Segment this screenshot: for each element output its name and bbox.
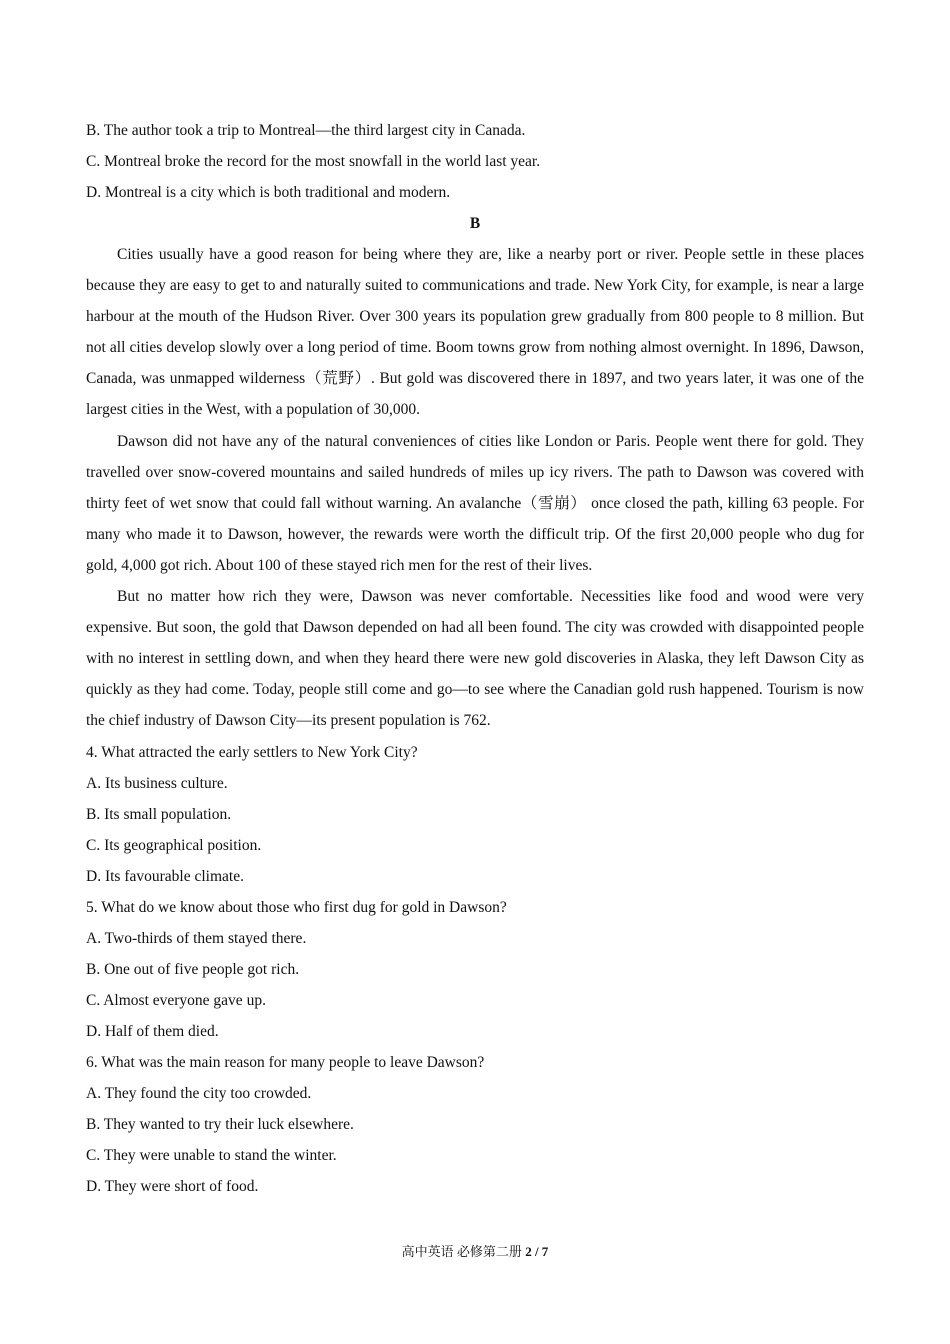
answer-option: B. Its small population. <box>86 805 232 823</box>
question-stem: 5. What do we know about those who first dug for gold in Dawson? <box>86 898 507 916</box>
answer-option: A. Two-thirds of them stayed there. <box>86 929 307 947</box>
footer-subject: 高中英语 必修第二册 <box>401 1244 526 1259</box>
answer-option: B. They wanted to try their luck elsewhere. <box>86 1115 354 1133</box>
passage-paragraph: Cities usually have a good reason for being where they are, like a nearby port or river. People settle in these places because they are easy to get to and naturally suited to communications and trade. New York City, for example, is near a large harbour at the mouth of the Hudson River. Over 300 years its population grew gradually from 800 people to 8 million. But not all cities develop slowly over a long period of time. Boom towns grow from nothing almost overnight. In 1896, Dawson, Canada, was unmapped wilderness（荒野）. But gold was discovered there in 1897, and two years later, it was one of the largest cities in the West, with a population of 30,000. <box>86 246 864 419</box>
answer-option: D. Half of them died. <box>86 1022 219 1040</box>
page-number: 2 / 7 <box>525 1244 549 1259</box>
previous-question-option: C. Montreal broke the record for the most snowfall in the world last year. <box>86 153 541 170</box>
passage-paragraph: Dawson did not have any of the natural conveniences of cities like London or Paris. People went there for gold. They travelled over snow-covered mountains and sailed hundreds of miles up icy rivers. The path to Dawson was covered with thirty feet of wet snow that could fall without warning. An avalanche（雪崩） once closed the path, killing 63 people. For many who made it to Dawson, however, the rewards were worth the difficult trip. Of the first 20,000 people who dug for gold, 4,000 got rich. About 100 of these stayed rich men for the rest of their lives. <box>86 432 864 574</box>
answer-option: B. One out of five people got rich. <box>86 960 300 978</box>
page-content <box>86 115 864 1202</box>
previous-question-option: B. The author took a trip to Montreal—the third largest city in Canada. <box>86 122 526 139</box>
previous-question-option: D. Montreal is a city which is both traditional and modern. <box>86 184 451 201</box>
answer-option: D. Its favourable climate. <box>86 867 244 885</box>
passage-paragraph: But no matter how rich they were, Dawson was never comfortable. Necessities like food and wood were very expensive. But soon, the gold that Dawson depended on had all been found. The city was crowded with disappointed people with no interest in settling down, and when they heard there were new gold discoveries in Alaska, they left Dawson City as quickly as they had come. Today, people still come and go—to see where the Canadian gold rush happened. Tourism is now the chief industry of Dawson City—its present population is 762. <box>86 588 864 730</box>
page-footer <box>0 1243 950 1261</box>
answer-option: D. They were short of food. <box>86 1177 259 1195</box>
question-6 <box>86 1047 864 1202</box>
question-stem: 6. What was the main reason for many people to leave Dawson? <box>86 1053 485 1071</box>
answer-option: C. Almost everyone gave up. <box>86 991 266 1009</box>
answer-option: A. They found the city too crowded. <box>86 1084 312 1102</box>
answer-option: C. They were unable to stand the winter. <box>86 1146 337 1164</box>
passage-section-title: B <box>469 215 481 232</box>
answer-option: A. Its business culture. <box>86 774 228 792</box>
question-stem: 4. What attracted the early settlers to New York City? <box>86 743 418 761</box>
answer-option: C. Its geographical position. <box>86 836 262 854</box>
question-4 <box>86 737 864 892</box>
question-5 <box>86 892 864 1047</box>
